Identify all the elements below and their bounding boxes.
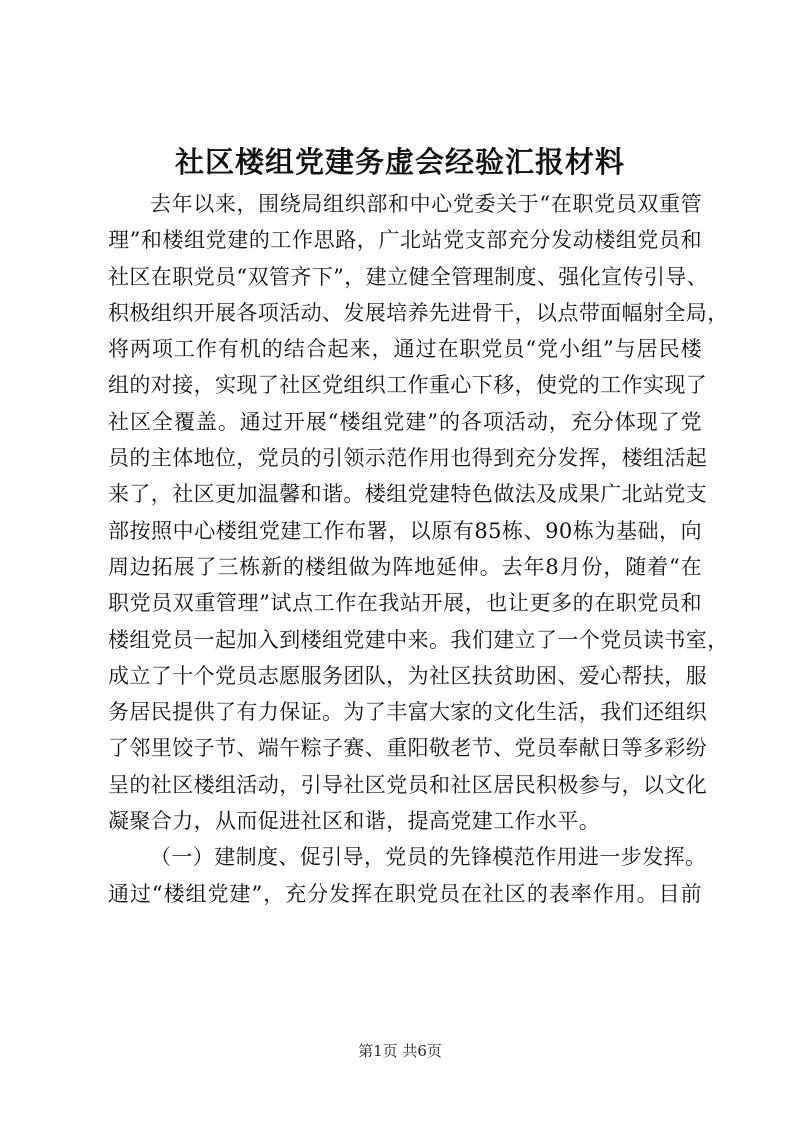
section-heading-line: （一）建制度、促引导，党员的先锋模范作用进一步发挥。 xyxy=(150,845,707,870)
page-footer: 第1页 共6页 xyxy=(358,1042,442,1060)
document-body xyxy=(108,186,729,912)
paragraph-line: 积极组织开展各项活动、发展培养先进骨干，以点带面幅射全局， xyxy=(108,300,729,325)
paragraph-line: 去年以来，围绕局组织部和中心党委关于“在职党员双重管 xyxy=(150,192,702,216)
paragraph-line: 员的主体地位，党员的引领示范作用也得到充分发挥，楼组活起 xyxy=(108,446,708,471)
paragraph-line: 了邻里饺子节、端午粽子赛、重阳敬老节、党员奉献日等多彩纷 xyxy=(108,736,708,761)
paragraph-line: 凝聚合力，从而促进社区和谐，提高党建工作水平。 xyxy=(108,809,601,834)
paragraph-line: 理”和楼组党建的工作思路，广北站党支部充分发动楼组党员和 xyxy=(108,228,702,253)
paragraph-line: 周边拓展了三栋新的楼组做为阵地延伸。去年8月份，随着“在 xyxy=(108,554,702,579)
document-title: 社区楼组党建务虚会经验汇报材料 xyxy=(174,145,625,179)
paragraph-line: 组的对接，实现了社区党组织工作重心下移，使党的工作实现了 xyxy=(108,373,708,398)
paragraph-line: 社区全覆盖。通过开展“楼组党建”的各项活动，充分体现了党 xyxy=(108,409,702,434)
paragraph-line: 来了，社区更加温馨和谐。楼组党建特色做法及成果广北站党支 xyxy=(108,482,708,507)
paragraph-line: 楼组党员一起加入到楼组党建中来。我们建立了一个党员读书室， xyxy=(108,627,729,652)
paragraph-line: 将两项工作有机的结合起来，通过在职党员“党小组”与居民楼 xyxy=(108,337,702,362)
paragraph-line: 部按照中心楼组党建工作布署，以原有85栋、90栋为基础，向 xyxy=(108,518,702,543)
paragraph-line: 社区在职党员“双管齐下”，建立健全管理制度、强化宣传引导、 xyxy=(108,264,709,289)
paragraph-line: 务居民提供了有力保证。为了丰富大家的文化生活，我们还组织 xyxy=(108,700,708,725)
paragraph-line: 呈的社区楼组活动，引导社区党员和社区居民积极参与，以文化 xyxy=(108,772,708,797)
paragraph-line: 成立了十个党员志愿服务团队，为社区扶贫助困、爱心帮扶，服 xyxy=(108,663,708,688)
paragraph-line: 职党员双重管理”试点工作在我站开展，也让更多的在职党员和 xyxy=(108,591,702,616)
paragraph-line: 通过“楼组党建”，充分发挥在职党员在社区的表率作用。目前 xyxy=(108,881,702,906)
